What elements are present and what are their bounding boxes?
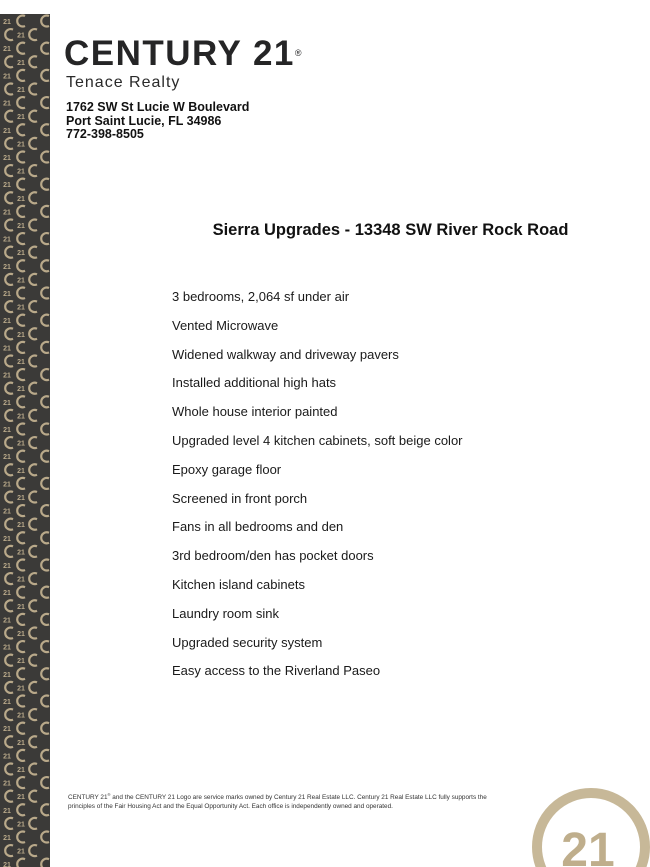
svg-text:21: 21 <box>3 753 11 761</box>
legal-disclaimer <box>68 790 508 811</box>
feature-item: Upgraded security system <box>172 634 323 650</box>
feature-item: Fans in all bedrooms and den <box>172 519 344 535</box>
seal-number: 21 <box>561 824 615 867</box>
svg-text:21: 21 <box>17 712 25 720</box>
address-phone: 772-398-8505 <box>66 127 144 141</box>
svg-text:21: 21 <box>17 440 25 448</box>
svg-text:21: 21 <box>17 603 25 611</box>
feature-item: Whole house interior painted <box>172 404 338 420</box>
svg-text:21: 21 <box>3 644 11 652</box>
svg-text:21: 21 <box>3 46 11 54</box>
svg-text:21: 21 <box>17 168 25 176</box>
svg-text:21: 21 <box>3 345 11 353</box>
feature-list <box>172 289 463 692</box>
svg-text:21: 21 <box>3 19 11 26</box>
brand-logo <box>64 34 303 74</box>
address-city: Port Saint Lucie, FL 34986 <box>66 113 222 128</box>
svg-text:21: 21 <box>3 481 11 489</box>
svg-text:21: 21 <box>3 862 11 867</box>
feature-item: Easy access to the Riverland Paseo <box>172 663 381 679</box>
svg-text:21: 21 <box>3 535 11 543</box>
c21-logo-pattern-icon <box>0 14 50 867</box>
address-street: 1762 SW St Lucie W Boulevard <box>66 100 250 114</box>
svg-text:21: 21 <box>17 141 25 149</box>
svg-text:21: 21 <box>17 658 25 666</box>
feature-item: Epoxy garage floor <box>172 461 282 477</box>
svg-text:21: 21 <box>17 495 25 502</box>
svg-text:21: 21 <box>3 726 11 734</box>
svg-text:21: 21 <box>17 685 25 693</box>
document-title: Sierra Upgrades - 13348 SW River Rock Road <box>212 221 569 239</box>
svg-text:21: 21 <box>17 821 25 829</box>
svg-text:21: 21 <box>17 304 25 312</box>
svg-text:21: 21 <box>3 617 11 625</box>
svg-text:21: 21 <box>17 549 25 557</box>
feature-item: 3rd bedroom/den has pocket doors <box>172 548 374 564</box>
svg-text:21: 21 <box>3 127 11 135</box>
svg-text:21: 21 <box>17 331 25 339</box>
svg-text:21: 21 <box>17 767 25 774</box>
c21-pattern-stripe <box>0 14 50 867</box>
svg-text:21: 21 <box>17 223 25 230</box>
disclaimer-mark: ® <box>107 792 111 797</box>
svg-text:21: 21 <box>3 454 11 462</box>
svg-text:21: 21 <box>17 250 25 258</box>
svg-text:21: 21 <box>3 372 11 380</box>
feature-item: Laundry room sink <box>172 605 279 621</box>
feature-item: 3 bedrooms, 2,064 sf under air <box>172 289 350 304</box>
svg-text:21: 21 <box>17 467 25 475</box>
svg-text:21: 21 <box>3 563 11 570</box>
svg-text:21: 21 <box>3 835 11 842</box>
svg-text:21: 21 <box>17 359 25 366</box>
brand-name: CENTURY 21 <box>64 34 295 73</box>
svg-text:21: 21 <box>3 291 11 298</box>
svg-text:21: 21 <box>17 413 25 421</box>
svg-text:21: 21 <box>17 576 25 584</box>
office-address <box>66 101 249 142</box>
svg-text:21: 21 <box>3 807 11 815</box>
feature-item: Screened in front porch <box>172 490 308 506</box>
svg-text:21: 21 <box>17 386 25 394</box>
office-name: Tenace Realty <box>66 74 181 91</box>
svg-text:21: 21 <box>3 182 11 190</box>
svg-text:21: 21 <box>3 590 11 598</box>
svg-text:21: 21 <box>17 114 25 122</box>
feature-item: Widened walkway and driveway pavers <box>172 346 399 362</box>
svg-text:21: 21 <box>3 263 11 271</box>
svg-text:21: 21 <box>17 32 25 40</box>
svg-text:21: 21 <box>3 209 11 217</box>
svg-text:21: 21 <box>3 318 11 326</box>
trademark-mark: ® <box>294 48 304 58</box>
feature-item: Upgraded level 4 kitchen cabinets, soft beige color <box>172 432 463 448</box>
svg-text:21: 21 <box>3 508 11 516</box>
feature-item: Installed additional high hats <box>172 375 337 391</box>
svg-text:21: 21 <box>3 73 11 81</box>
svg-text:21: 21 <box>17 522 25 530</box>
svg-text:21: 21 <box>17 59 25 67</box>
svg-text:21: 21 <box>17 739 25 747</box>
svg-text:21: 21 <box>17 794 25 802</box>
svg-text:21: 21 <box>17 631 25 638</box>
svg-text:21: 21 <box>3 236 11 244</box>
svg-text:21: 21 <box>17 277 25 285</box>
svg-text:21: 21 <box>3 780 11 788</box>
svg-text:21: 21 <box>3 155 11 162</box>
svg-text:21: 21 <box>3 699 11 706</box>
svg-text:21: 21 <box>17 87 25 94</box>
svg-text:21: 21 <box>17 848 25 856</box>
feature-item: Kitchen island cabinets <box>172 576 305 592</box>
feature-item: Vented Microwave <box>172 317 279 333</box>
svg-text:21: 21 <box>3 671 11 679</box>
svg-text:21: 21 <box>3 100 11 108</box>
c21-seal-icon <box>532 774 650 867</box>
disclaimer-brand: CENTURY 21 <box>68 794 108 802</box>
disclaimer-text: and the CENTURY 21 Logo are service marks owned by Century 21 Real Estate LLC. Century 21 Real Estate LLC fully supports the principles of the Fair Housing Act and the Equal Opportunity Act. Each office is independently owned and operated. <box>68 794 487 811</box>
svg-text:21: 21 <box>17 195 25 203</box>
svg-text:21: 21 <box>3 427 11 434</box>
svg-text:21: 21 <box>3 399 11 407</box>
